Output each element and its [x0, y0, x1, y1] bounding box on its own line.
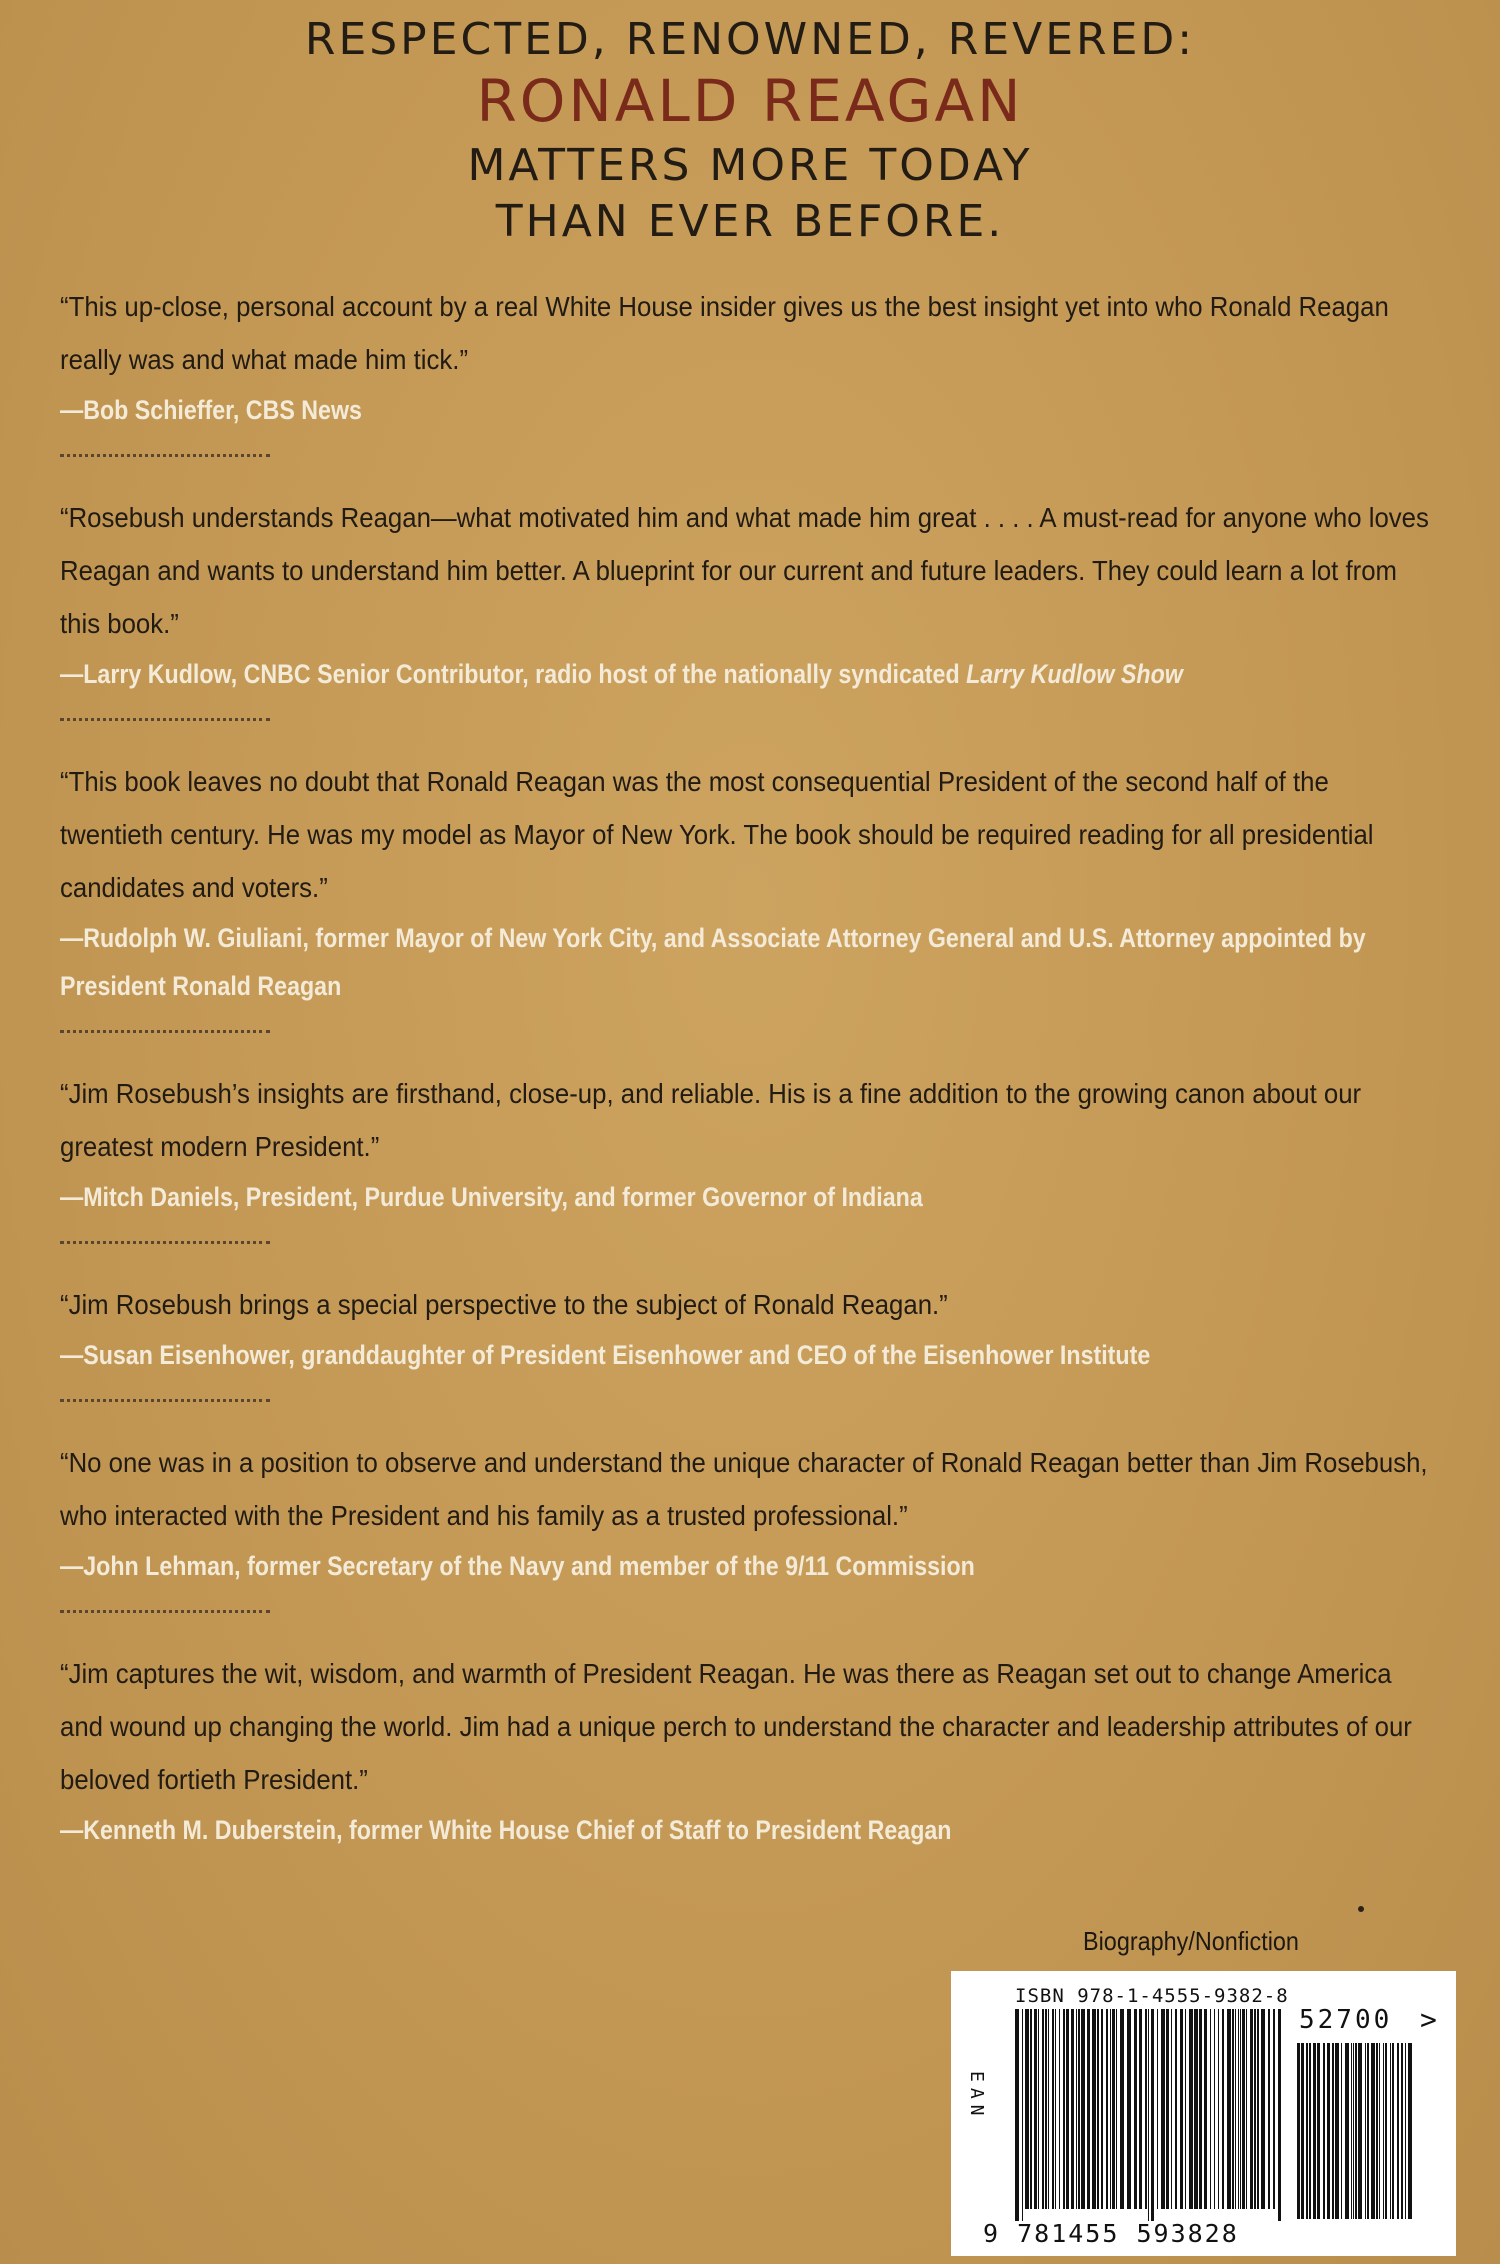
blurb-attribution: —Susan Eisenhower, granddaughter of President Eisenhower and CEO of the Eisenhower Institute: [60, 1340, 1151, 1370]
barcode-bar: [1379, 2043, 1380, 2219]
barcode-bar: [1045, 2009, 1047, 2209]
barcode-bar: [1151, 2009, 1154, 2221]
barcode-bar: [1385, 2043, 1387, 2219]
barcode-bar: [1101, 2009, 1103, 2209]
barcode-bar: [1199, 2009, 1202, 2209]
barcode-bar: [1161, 2009, 1165, 2209]
blurb-attribution: —Bob Schieffer, CBS News: [60, 395, 362, 425]
barcode-bar: [1351, 2043, 1352, 2219]
barcode-bar: [1078, 2009, 1080, 2209]
barcode-bar: [1227, 2009, 1231, 2209]
barcode-bar: [1076, 2009, 1077, 2209]
barcode-bar: [1214, 2009, 1215, 2209]
blurb-text: “Jim captures the wit, wisdom, and warmth of President Reagan. He was there as Reagan set out to change America and wound up changing the world. Jim had a unique perch to understand the character and leadership attributes of our beloved fortieth President.”: [60, 1658, 1412, 1795]
barcode-bar: [1408, 2043, 1412, 2219]
barcode-bar: [1092, 2009, 1096, 2209]
barcode-bar: [1323, 2043, 1325, 2219]
barcode-bar: [1401, 2043, 1403, 2219]
barcode-bar: [1392, 2043, 1394, 2219]
blurb: [60, 1067, 1430, 1244]
barcode-bar: [1268, 2009, 1270, 2209]
dotted-divider: [60, 718, 270, 721]
barcode-bar: [1273, 2009, 1275, 2209]
barcode-panel: [951, 1971, 1456, 2256]
blurb-list: [60, 280, 1430, 1854]
barcode-bar: [1405, 2043, 1406, 2219]
blurb-attribution: —Kenneth M. Duberstein, former White House Chief of Staff to President Reagan: [60, 1815, 952, 1845]
barcode-bar: [1306, 2043, 1308, 2219]
blurb: [60, 755, 1430, 1033]
barcode-bar: [1367, 2043, 1369, 2219]
barcode-bar: [1383, 2043, 1384, 2219]
blurb: [60, 1647, 1430, 1854]
cover-header: [0, 14, 1500, 247]
barcode-bar: [1371, 2043, 1375, 2219]
blurb-attribution: —John Lehman, former Secretary of the Navy and member of the 9/11 Commission: [60, 1551, 975, 1581]
barcode-bar: [1145, 2009, 1147, 2209]
price-code: 52700: [1299, 2005, 1393, 2035]
barcode-bar: [1327, 2043, 1330, 2219]
blurb-attribution: —Rudolph W. Giuliani, former Mayor of New York City, and Associate Attorney General and U.S. Attorney appointed by President Ronald Reagan: [60, 923, 1366, 1001]
barcode-bar: [1022, 2009, 1023, 2221]
barcode-digits: 9 781455 593828: [983, 2219, 1239, 2248]
barcode-bar: [1341, 2043, 1342, 2219]
barcode-bar: [1171, 2009, 1172, 2209]
blurb-text: “No one was in a position to observe and understand the unique character of Ronald Reagan better than Jim Rosebush, who interacted with the President and his family as a trusted professional.”: [60, 1447, 1428, 1531]
blurb-text: “Jim Rosebush brings a special perspective to the subject of Ronald Reagan.”: [60, 1289, 948, 1320]
barcode-bar: [1235, 2009, 1236, 2209]
barcode-bar: [1335, 2043, 1339, 2219]
barcode-bar: [1066, 2009, 1069, 2209]
barcode-bar: [1332, 2043, 1334, 2219]
barcode-bar: [1059, 2009, 1060, 2209]
barcode-bar: [1222, 2009, 1224, 2209]
barcode-bar: [1038, 2009, 1039, 2209]
barcode-bar: [1189, 2009, 1193, 2209]
barcode-bar: [1034, 2009, 1037, 2209]
header-line-4: THAN EVER BEFORE.: [495, 196, 1005, 247]
dotted-divider: [60, 1241, 270, 1244]
barcode-bar: [1185, 2009, 1186, 2209]
price-barcode: [1297, 2043, 1413, 2219]
barcode-bar: [1204, 2009, 1207, 2209]
blurb-attribution: [60, 650, 1427, 698]
speck: [1358, 1906, 1364, 1912]
barcode-bar: [1134, 2009, 1137, 2209]
barcode-bar: [1127, 2009, 1131, 2209]
blurb-text: “Jim Rosebush’s insights are firsthand, close-up, and reliable. His is a fine addition to the growing canon about our greatest modern President.”: [60, 1078, 1362, 1162]
barcode-bar: [1358, 2043, 1362, 2219]
barcode-bar: [1120, 2009, 1124, 2209]
dotted-divider: [60, 1610, 270, 1613]
barcode-bar: [1254, 2009, 1256, 2209]
ean-barcode: [1015, 2009, 1285, 2221]
ean-label: EAN: [966, 2071, 987, 2122]
blurb: [60, 280, 1430, 457]
show-title: Larry Kudlow Show: [966, 659, 1183, 689]
barcode-bar: [1309, 2043, 1311, 2219]
barcode-bar: [1048, 2009, 1049, 2209]
barcode-bar: [1112, 2009, 1115, 2209]
barcode-bar: [1157, 2009, 1158, 2209]
attribution-main: —Larry Kudlow, CNBC Senior Contributor, radio host of the nationally syndicated: [60, 659, 967, 689]
barcode-bar: [1194, 2009, 1198, 2209]
category-label: Biography/Nonfiction: [1083, 1926, 1299, 1956]
barcode-bar: [1376, 2043, 1378, 2219]
barcode-bar: [1042, 2009, 1044, 2209]
barcode-bar: [1297, 2043, 1300, 2219]
barcode-bar: [1218, 2009, 1219, 2209]
barcode-bar: [1313, 2043, 1316, 2219]
barcode-bar: [1210, 2009, 1211, 2209]
barcode-bar: [1110, 2009, 1111, 2209]
barcode-bar: [1097, 2009, 1099, 2209]
dotted-divider: [60, 1030, 270, 1033]
barcode-bar: [1345, 2043, 1349, 2219]
barcode-bar: [1365, 2043, 1366, 2219]
blurb-text: “This up-close, personal account by a real White House insider gives us the best insight yet into who Ronald Reagan really was and what made him tick.”: [60, 291, 1389, 375]
blurb-text: “Rosebush understands Reagan—what motivated him and what made him great . . . . A must-read for anyone who loves Reagan and wants to understand him better. A blueprint for our current and future leaders. They could learn a lot from this book.”: [60, 502, 1429, 639]
barcode-bar: [1278, 2009, 1281, 2221]
barcode-bar: [1246, 2009, 1247, 2209]
barcode-bar: [1317, 2043, 1320, 2219]
barcode-bar: [1180, 2009, 1183, 2209]
barcode-bar: [1353, 2043, 1354, 2219]
barcode-bar: [1355, 2043, 1357, 2219]
barcode-bar: [1232, 2009, 1234, 2209]
barcode-bar: [1081, 2009, 1085, 2209]
barcode-bar: [1175, 2009, 1177, 2209]
blurb-attribution: —Mitch Daniels, President, Purdue University, and former Governor of Indiana: [60, 1182, 923, 1212]
barcode-bar: [1238, 2009, 1239, 2209]
barcode-bar: [1390, 2043, 1391, 2219]
barcode-bar: [1261, 2009, 1265, 2209]
barcode-bar: [1257, 2009, 1259, 2209]
barcode-bar: [1106, 2009, 1108, 2209]
barcode-bar: [1030, 2009, 1032, 2209]
barcode-bar: [1025, 2009, 1029, 2209]
header-line-3: MATTERS MORE TODAY: [467, 140, 1033, 191]
barcode-bar: [1240, 2009, 1241, 2209]
header-name: RONALD REAGAN: [476, 67, 1024, 135]
barcode-bar: [1087, 2009, 1090, 2209]
barcode-bar: [1071, 2009, 1074, 2209]
barcode-bar: [1301, 2043, 1304, 2219]
isbn-label: ISBN 978-1-4555-9382-8: [1015, 1985, 1289, 2007]
barcode-bar: [1139, 2009, 1142, 2209]
barcode-bar: [1242, 2009, 1245, 2209]
blurb: [60, 1436, 1430, 1613]
barcode-bar: [1052, 2009, 1054, 2209]
header-line-1: RESPECTED, RENOWNED, REVERED:: [304, 14, 1196, 65]
blurb: [60, 1278, 1430, 1402]
barcode-bar: [1148, 2009, 1149, 2221]
dotted-divider: [60, 1399, 270, 1402]
barcode-bar: [1116, 2009, 1117, 2209]
barcode-bar: [1063, 2009, 1065, 2209]
barcode-bar: [1015, 2009, 1019, 2221]
barcode-bar: [1397, 2043, 1399, 2219]
barcode-bar: [1055, 2009, 1056, 2209]
barcode-bar: [1250, 2009, 1253, 2209]
blurb-text: “This book leaves no doubt that Ronald Reagan was the most consequential President of the second half of the twentieth century. He was my model as Mayor of New York. The book should be required reading for all presidential candidates and voters.”: [60, 766, 1374, 903]
price-arrow: >: [1420, 2003, 1437, 2036]
barcode-bar: [1166, 2009, 1169, 2209]
blurb: [60, 491, 1430, 721]
dotted-divider: [60, 454, 270, 457]
